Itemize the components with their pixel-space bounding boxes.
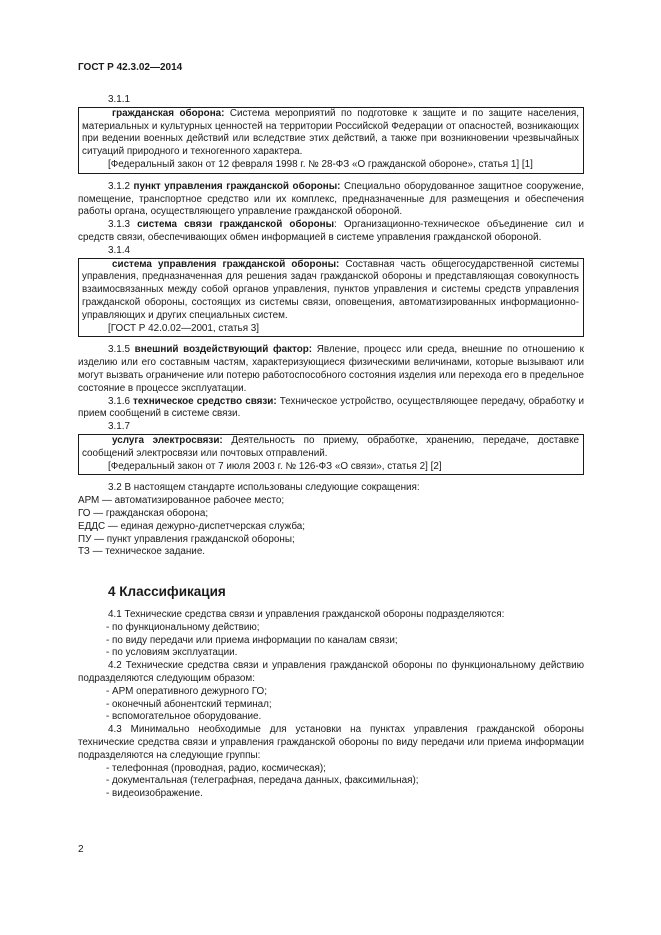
term-number-3-1-1: 3.1.1 xyxy=(108,94,130,105)
term-name: услуга электросвязи: xyxy=(112,434,223,446)
term-text: Техническое устройство, осуществляющее передачу, обработку и прием сообщений в системе связи. xyxy=(78,395,584,420)
term-box-3-1-1 xyxy=(78,107,584,174)
list-4-1 xyxy=(78,622,584,660)
abbreviation-item: ГО — гражданская оборона; xyxy=(78,507,209,519)
term-definition-3-1-7 xyxy=(82,435,579,461)
term-name: система связи гражданской обороны xyxy=(137,219,335,231)
term-name: гражданская оборона: xyxy=(112,107,225,119)
term-definition-3-1-2 xyxy=(78,181,584,219)
list-item: - АРМ оперативного дежурного ГО; xyxy=(106,685,267,697)
document-header-code: ГОСТ Р 42.3.02—2014 xyxy=(78,62,183,73)
abbreviation-item: ТЗ — техническое задание. xyxy=(78,546,206,558)
list-item: - по функциональному действию; xyxy=(106,621,260,633)
term-definition-3-1-6 xyxy=(78,396,584,422)
term-number-3-1-7: 3.1.7 xyxy=(108,421,130,433)
term-text: Система мероприятий по подготовке к защите и по защите населения, материальных и культурных ценностей на территории Российской Федерации от опасностей, возникающих при ведении военных действий или вследствие этих действий, а также при возникновении чрезвычайных ситуаций природного и техногенного характера. xyxy=(82,107,579,158)
term-number-3-1-4: 3.1.4 xyxy=(108,244,130,256)
abbreviations-intro: 3.2 В настоящем стандарте использованы следующие сокращения: xyxy=(108,482,420,494)
term-reference-3-1-1: [Федеральный закон от 12 февраля 1998 г. № 28-ФЗ «О гражданской обороне», статья 1] [1] xyxy=(108,158,533,170)
section-title-classification: 4 Классификация xyxy=(108,584,226,600)
abbreviation-item: ЕДДС — единая дежурно-диспетчерская служба; xyxy=(78,520,306,532)
term-reference-3-1-7: [Федеральный закон от 7 июля 2003 г. № 126-ФЗ «О связи», статья 2] [2] xyxy=(108,460,442,472)
paragraph-4-1: 4.1 Технические средства связи и управления гражданской обороны подразделяются: xyxy=(108,609,505,621)
list-4-3 xyxy=(78,763,584,801)
list-item: - видеоизображение. xyxy=(106,788,203,800)
term-text: Составная часть общегосударственной системы управления, предназначенная для решения задач гражданской обороны и представляющая совокупность взаимосвязанных между собой органов управления, пунктов управления и системы средств управления гражданской обороны, состоящих из системы связи, оповещения, автоматизированных информационно-управляющих и других специальных систем. xyxy=(82,258,579,321)
list-item: - по условиям эксплуатации. xyxy=(106,647,238,659)
list-item: - документальная (телеграфная, передача данных, факсимильная); xyxy=(106,775,419,787)
term-text: Специально оборудованное защитное сооружение, помещение, транспортное средство или их комплекс, предназначенные для размещения и обеспечения работы органа, осуществляющего управление гражданской обороной. xyxy=(78,180,585,218)
term-definition-3-1-4 xyxy=(82,259,579,323)
term-number: 3.1.6 xyxy=(108,395,130,407)
term-reference-3-1-4: [ГОСТ Р 42.0.02—2001, статья 3] xyxy=(108,322,260,334)
term-text: Деятельность по приему, обработке, хранению, передаче, доставке сообщений электросвязи или почтовых отправлений. xyxy=(82,434,579,459)
term-definition-3-1-5 xyxy=(78,344,584,395)
term-box-3-1-7 xyxy=(78,434,584,475)
term-name: техническое средство связи: xyxy=(133,395,277,407)
term-name: пункт управления гражданской обороны: xyxy=(133,180,341,192)
term-number: 3.1.2 xyxy=(108,180,130,192)
list-item: - по виду передачи или приема информации по каналам связи; xyxy=(106,634,398,646)
term-number: 3.1.5 xyxy=(108,344,130,356)
term-definition-3-1-3 xyxy=(78,219,584,245)
term-name: система управления гражданской обороны: xyxy=(112,258,340,270)
paragraph-4-3: 4.3 Минимально необходимые для установки на пунктах управления гражданской обороны технические средства связи и управления гражданской обороны по виду передачи или приема информации подразделяются на следующие группы: xyxy=(78,724,584,761)
page-number: 2 xyxy=(78,844,84,855)
term-name: внешний воздействующий фактор: xyxy=(134,344,313,356)
abbreviation-item: АРМ — автоматизированное рабочее место; xyxy=(78,495,285,507)
list-item: - телефонная (проводная, радио, космическая); xyxy=(106,762,326,774)
abbreviation-item: ПУ — пункт управления гражданской обороны; xyxy=(78,533,295,545)
list-4-2 xyxy=(78,686,584,724)
term-box-3-1-4 xyxy=(78,258,584,338)
list-item: - оконечный абонентский терминал; xyxy=(106,698,272,710)
paragraph-4-2: 4.2 Технические средства связи и управления гражданской обороны по функциональному действию подразделяются следующим образом: xyxy=(78,660,584,685)
term-text: Явление, процесс или среда, внешние по отношению к изделию или его составным частям, характеризующиеся физическими величинами, которые вызывают или могут вызвать ограничение или потерю работоспособного состояния изделия или перехода его в предельное состояние в процессе эксплуатации. xyxy=(78,344,584,394)
term-text: : Организационно-техническое объединение сил и средств связи, обеспечивающих обмен информацией в системе управления гражданской обороной. xyxy=(78,219,585,243)
list-item: - вспомогательное оборудование. xyxy=(106,711,262,723)
document-body xyxy=(78,94,584,801)
term-definition-3-1-1 xyxy=(82,108,579,159)
term-number: 3.1.3 xyxy=(108,219,130,231)
